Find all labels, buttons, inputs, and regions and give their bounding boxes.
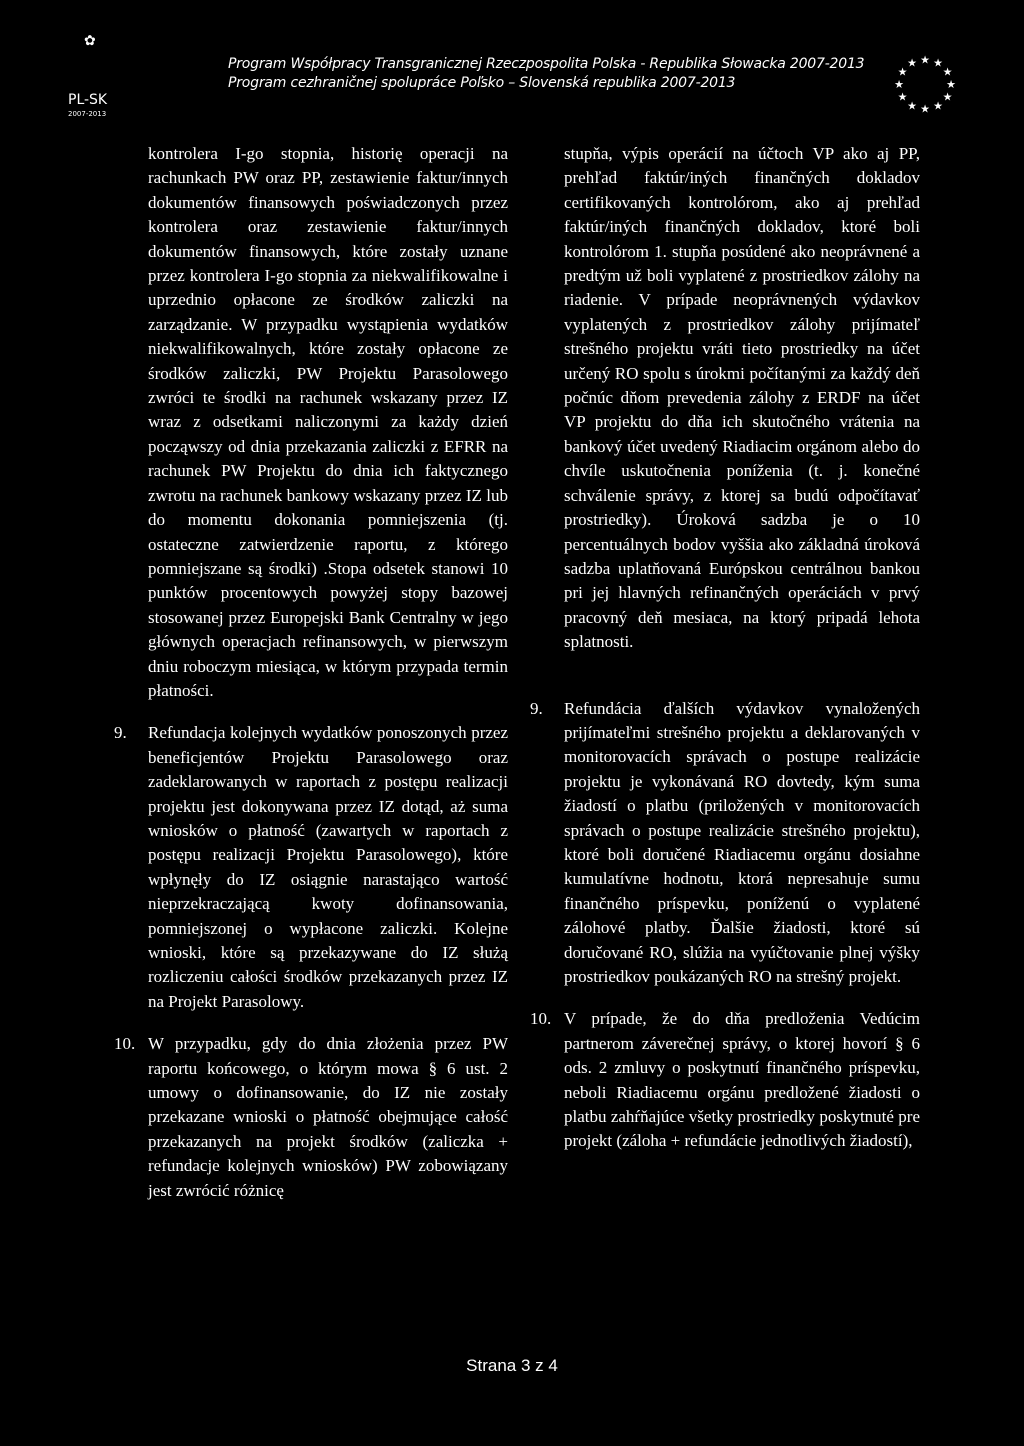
eu-star: ★ bbox=[907, 99, 917, 113]
eu-star: ★ bbox=[933, 56, 943, 70]
eu-star: ★ bbox=[942, 90, 953, 104]
eu-star: ★ bbox=[897, 65, 908, 79]
eu-star: ★ bbox=[942, 65, 953, 79]
program-title-sk: Program cezhraničnej spolupráce Poľsko – Slovenská republika 2007-2013 bbox=[228, 75, 736, 91]
item-text: Refundacja kolejnych wydatków ponoszonych przez beneficjentów Projektu Parasolowego oraz zadeklarowanych w raportach z postępu realizacji projektu jest dokonywana przez IZ dotąd, aż suma wniosków o płatność (zawartych w raportach z postępu realizacji Projektu Parasolowego), które wpłynęły do IZ osiągnie narastająco wartość nieprzekraczającą kwoty dofinansowania, pomniejszonej o wypłacone zaliczki. Kolejne wnioski, które są przekazywane do IZ służą rozliczeniu całości środków przekazanych przez IZ na Projekt Parasolowy. bbox=[148, 723, 508, 1011]
item-number: 10. bbox=[114, 1034, 136, 1054]
left-item-9 bbox=[114, 721, 508, 1014]
eu-star: ★ bbox=[933, 99, 943, 113]
eu-star: ★ bbox=[894, 78, 904, 91]
item-text: V prípade, že do dňa predloženia Vedúcim partnerom záverečnej správy, o ktorej hovorí § 6 ods. 2 zmluvy o poskytnutí finančného príspevku, neboli Riadiacemu orgánu predložené žiadosti o platbu zahŕňajúce všetky prostriedky poskytnuté pre projekt (záloha + refundácie jednotlivých žiadostí), bbox=[564, 1009, 920, 1151]
page-number: Strana 3 z 4 bbox=[466, 1356, 558, 1375]
eu-star: ★ bbox=[920, 102, 930, 116]
eu-stars-icon bbox=[890, 26, 960, 116]
eu-star: ★ bbox=[920, 53, 930, 67]
pl-sk-logo bbox=[58, 34, 128, 124]
right-item-9 bbox=[530, 697, 920, 990]
item-number: 9. bbox=[530, 698, 543, 718]
item-text: Refundácia ďalších výdavkov vynaložených prijímateľmi strešného projektu a deklarovaných v monitorovacích správach o postupe realizácie projektu je vykonávaná RO dovtedy, kým suma žiadostí o platbu (priložených v monitorovacích správach o postupe realizácie strešného projektu), ktoré boli doručené Riadiacemu orgánu dosiahne kumulatívne hodnotu, ktorá nepresahuje sumu finančného príspevku, poníženú o vyplatené zálohové platby. Ďalšie žiadosti, ktoré sú doručované RO, slúžia na vyúčtovanie plnej výšky prostriedkov poukázaných RO na strešný projekt. bbox=[564, 698, 920, 986]
eu-star: ★ bbox=[907, 56, 917, 70]
program-title-pl: Program Współpracy Transgranicznej Rzeczpospolita Polska - Republika Słowacka 2007-2013 bbox=[228, 56, 865, 72]
eu-star: ★ bbox=[946, 78, 956, 91]
left-intro-paragraph: kontrolera I-go stopnia, historię operacji na rachunkach PW oraz PP, zestawienie faktur/innych dokumentów finansowych poświadczonych przez kontrolera oraz zestawienie faktur/innych dokumentów finansowych, które zostały uznane przez kontrolera I-go stopnia za niekwalifikowalne i uprzednio opłacone ze środków zaliczki na zarządzanie. W przypadku wystąpienia wydatków niekwalifikowalnych, które zostały opłacone ze środków zaliczki, PW Projektu Parasolowego zwróci te środki na rachunek wskazany przez IZ wraz z odsetkami naliczonymi za każdy dzień począwszy od dnia przekazania zaliczki z EFRR na rachunek PW Projektu do dnia ich faktycznego zwrotu na rachunek bankowy wskazany przez IZ lub do momentu dokonania pomniejszenia (tj. ostateczne zatwierdzenie raportu, z którego pomniejszane są środki) .Stopa odsetek stanowi 10 punktów procentowych powyżej stopy bazowej stosowanej przez Europejski Bank Centralny w jego głównych operacjach refinansowych, w pierwszym dniu roboczym miesiąca, w którym przypada termin płatności. bbox=[148, 144, 508, 700]
logo-text: PL-SK bbox=[68, 92, 108, 108]
item-number: 9. bbox=[114, 723, 127, 743]
logo-years: 2007-2013 bbox=[68, 110, 107, 118]
logo-emblem-icon: ✿ bbox=[84, 33, 96, 49]
right-item-10 bbox=[530, 1007, 920, 1153]
item-number: 10. bbox=[530, 1009, 552, 1029]
slovak-column bbox=[530, 142, 920, 1154]
page-header bbox=[0, 0, 1024, 130]
left-item-10 bbox=[114, 1032, 508, 1203]
right-intro-paragraph: stupňa, výpis operácií na účtoch VP ako aj PP, prehľad faktúr/iných finančných dokladov certifikovaných kontrolórom, ako aj prehľad faktúr/iných finančných dokladov, ktoré boli kontrolórom 1. stupňa posúdené ako neoprávnené a predtým už boli vyplatené z prostriedkov zálohy na riadenie. V prípade neoprávnených výdavkov vyplatených z prostriedkov zálohy prijímateľ strešného projektu vráti tieto prostriedky na účet určený RO spolu s úrokmi počítanými za každý deň počnúc dňom prevedenia zálohy z ERDF na účet VP projektu do dňa ich skutočného vrátenia na bankový účet uvedený Riadiacim orgánom alebo do chvíle uskutočnenia poníženia (t. j. konečné schválenie správy, z ktorej sa budú odpočítavať prostriedky). Úroková sadzba je o 10 percentuálnych bodov vyššia ako základná úroková sadzba uplatňovaná Európskou centrálnou bankou pri jej hlavných refinančných operáciách v prvý pracovný deň mesiaca, na ktorý pripadá lehota splatnosti. bbox=[564, 144, 920, 652]
polish-column bbox=[114, 142, 508, 1203]
item-text: W przypadku, gdy do dnia złożenia przez PW raportu końcowego, o którym mowa § 6 ust. 2 umowy o dofinansowanie, do IZ nie zostały przekazane wnioski o płatność obejmujące całość przekazanych na projekt środków (zaliczka + refundacje kolejnych wniosków) PW zobowiązany jest zwrócić różnicę bbox=[148, 1034, 508, 1200]
eu-star: ★ bbox=[897, 90, 908, 104]
